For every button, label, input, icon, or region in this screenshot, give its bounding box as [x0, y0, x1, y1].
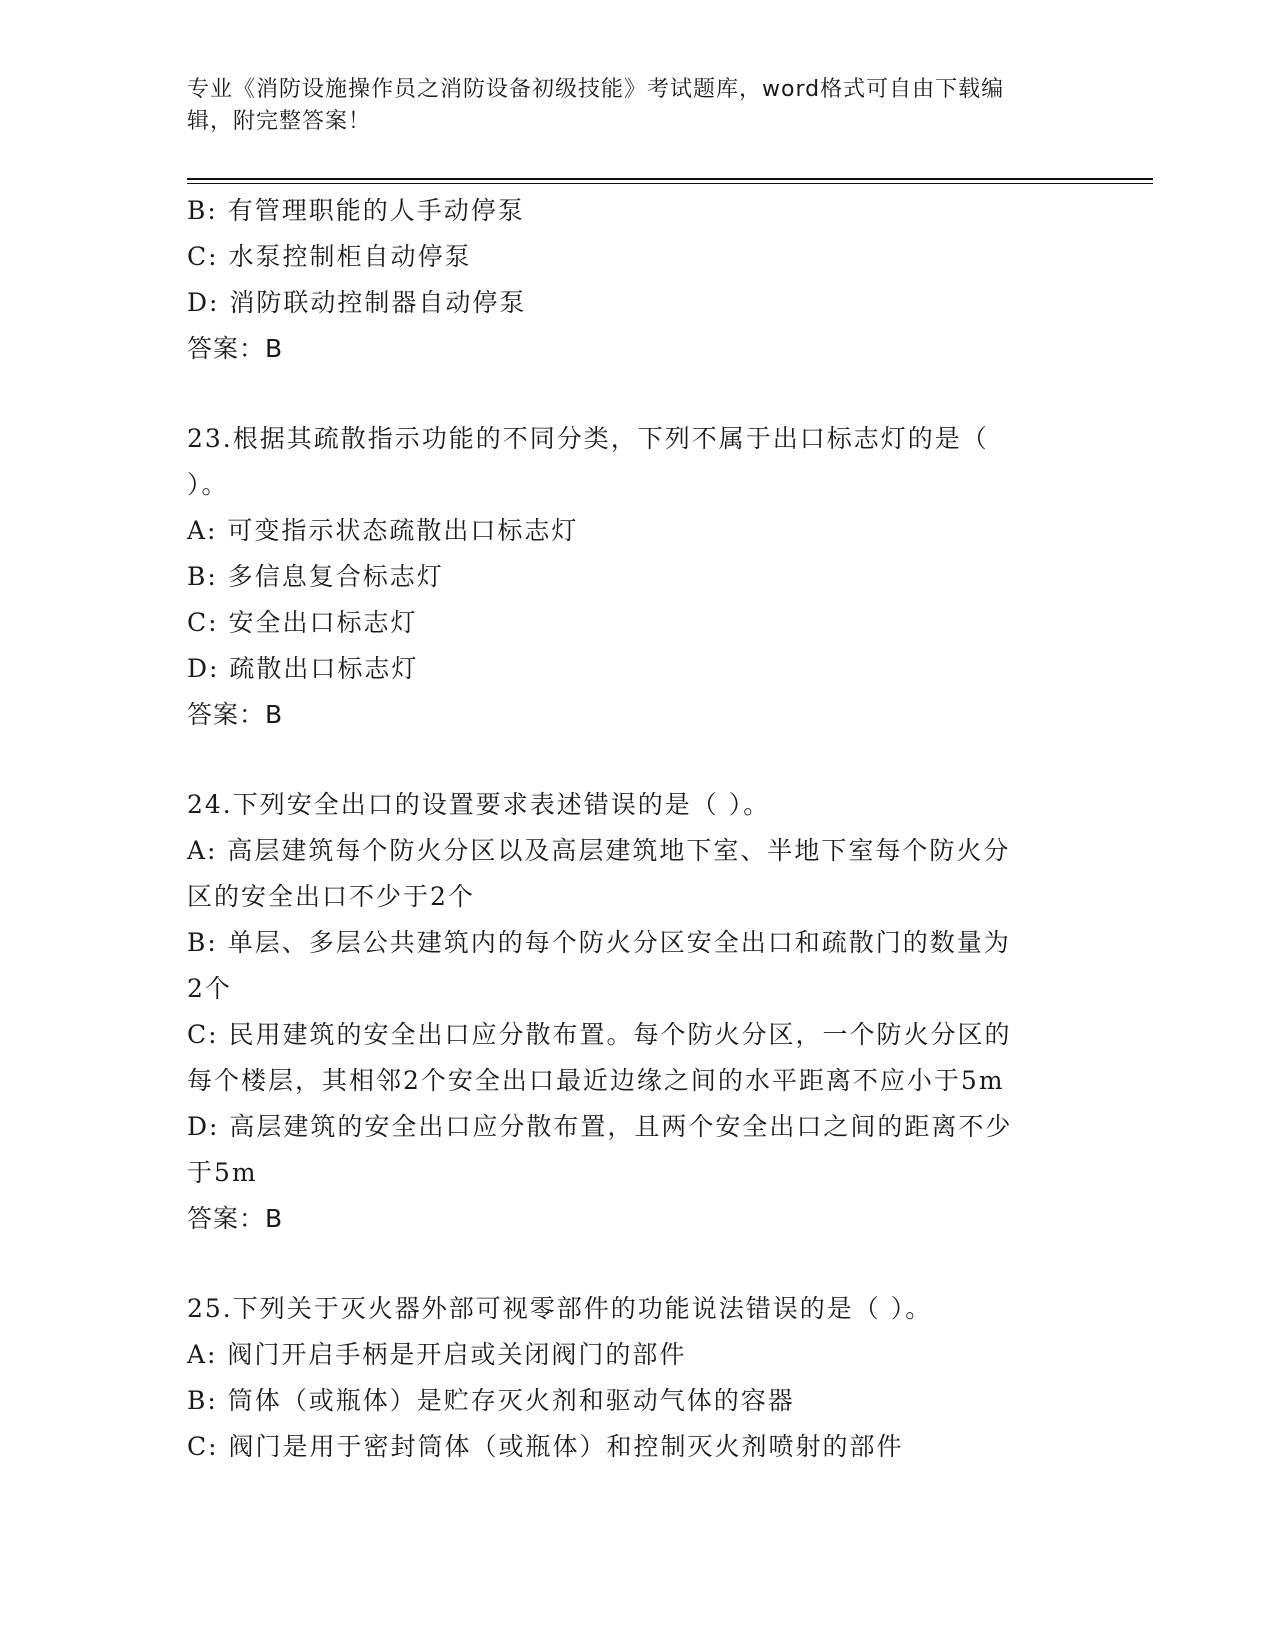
- option-b: B: 多信息复合标志灯: [187, 562, 444, 591]
- question-content: [187, 188, 1087, 1470]
- option-c: C: 阀门是用于密封筒体（或瓶体）和控制灭火剂喷射的部件: [187, 1432, 904, 1461]
- option-d-continued: 于5m: [187, 1158, 258, 1187]
- question-23-block: [187, 416, 1087, 738]
- header-line-1: 专业《消防设施操作员之消防设备初级技能》考试题库，word格式可自由下载编: [187, 77, 1005, 102]
- option-c: C: 民用建筑的安全出口应分散布置。每个防火分区，一个防火分区的: [187, 1020, 1012, 1049]
- option-d: D: 高层建筑的安全出口应分散布置，且两个安全出口之间的距离不少: [187, 1112, 1013, 1141]
- question-24-block: [187, 782, 1087, 1242]
- option-d: D: 消防联动控制器自动停泵: [187, 288, 527, 317]
- option-d: D: 疏散出口标志灯: [187, 654, 419, 683]
- option-a-continued: 区的安全出口不少于2个: [187, 882, 475, 911]
- question-stem: 25.下列关于灭火器外部可视零部件的功能说法错误的是（ ）。: [187, 1294, 933, 1323]
- option-a: A: 阀门开启手柄是开启或关闭阀门的部件: [187, 1340, 687, 1369]
- option-c: C: 水泵控制柜自动停泵: [187, 242, 472, 271]
- header-divider-thick: [187, 178, 1153, 180]
- option-a: A: 高层建筑每个防火分区以及高层建筑地下室、半地下室每个防火分: [187, 836, 1011, 865]
- answer-label: 答案：B: [187, 1204, 284, 1233]
- header-divider-thin: [187, 183, 1153, 184]
- question-stem: 23.根据其疏散指示功能的不同分类，下列不属于出口标志灯的是（: [187, 424, 989, 453]
- option-c-continued: 每个楼层，其相邻2个安全出口最近边缘之间的水平距离不应小于5m: [187, 1066, 1005, 1095]
- question-22-block: [187, 188, 1087, 372]
- option-b: B: 单层、多层公共建筑内的每个防火分区安全出口和疏散门的数量为: [187, 928, 1011, 957]
- answer-label: 答案：B: [187, 700, 284, 729]
- question-25-block: [187, 1286, 1087, 1470]
- document-header: [187, 74, 1067, 138]
- answer-label: 答案：B: [187, 334, 284, 363]
- option-c: C: 安全出口标志灯: [187, 608, 418, 637]
- option-b: B: 有管理职能的人手动停泵: [187, 196, 525, 225]
- header-line-2: 辑，附完整答案！: [187, 109, 372, 134]
- question-stem-continued: ）。: [187, 470, 229, 499]
- option-b-continued: 2个: [187, 974, 232, 1003]
- question-stem: 24.下列安全出口的设置要求表述错误的是（ ）。: [187, 790, 771, 819]
- option-b: B: 筒体（或瓶体）是贮存灭火剂和驱动气体的容器: [187, 1386, 795, 1415]
- option-a: A: 可变指示状态疏散出口标志灯: [187, 516, 579, 545]
